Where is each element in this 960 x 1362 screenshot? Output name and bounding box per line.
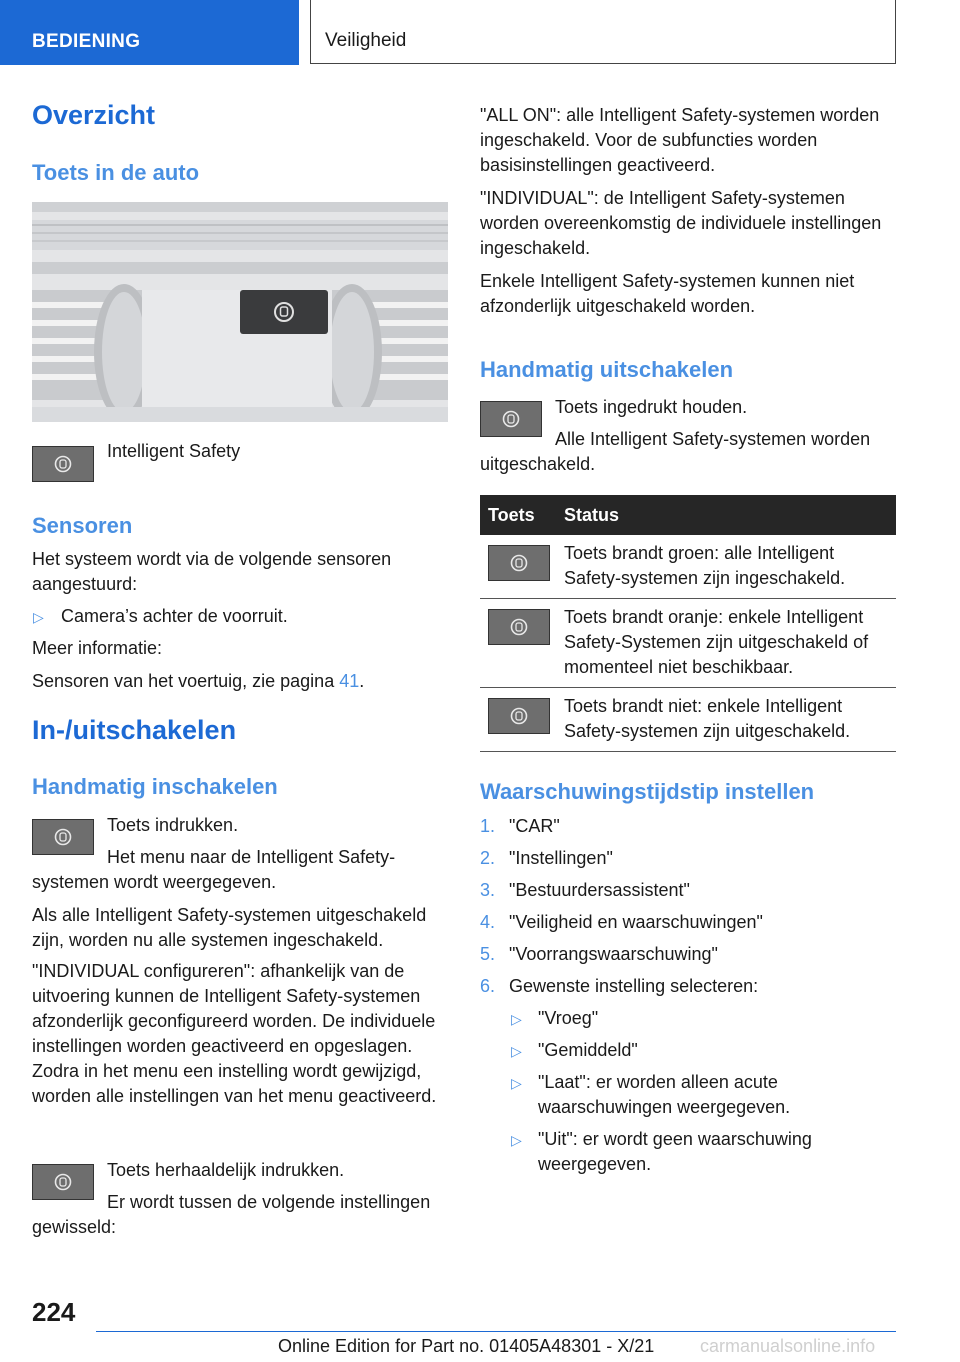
intelligent-safety-icon <box>510 707 528 725</box>
table-row <box>480 535 896 599</box>
in-para-2: "INDIVIDUAL configureren": afhankelijk van de uitvoering kunnen de Intelligent Safety-systemen afzonderlijk geconfigureerd worden. De individuele instellingen worden geactiveerd en opgeslagen. Zodra in het menu een instelling wordt gewijzigd, worden alle instellingen van het menu geactiveerd. <box>32 961 437 1106</box>
intelligent-safety-key <box>488 609 550 645</box>
in-step-2: Het menu naar de Intelligent Safety-systemen wordt weergegeven. <box>32 847 396 892</box>
table-row <box>480 688 896 752</box>
intelligent-safety-key <box>488 698 550 734</box>
step-voorrang: "Voorrangswaarschuwing" <box>509 944 718 964</box>
step-number: 4. <box>480 912 496 932</box>
col-status: Status <box>564 505 620 525</box>
chapter-label: Veiligheid <box>325 30 407 51</box>
page-number: 224 <box>32 1297 76 1327</box>
intelligent-safety-icon <box>502 410 520 428</box>
bullet-icon: ▷ <box>511 1043 522 1059</box>
step-number: 5. <box>480 944 496 964</box>
sensoren-bullet: Camera’s achter de voorruit. <box>61 606 288 626</box>
page-title: Overzicht <box>32 100 156 130</box>
intelligent-safety-icon <box>54 828 72 846</box>
option-uit: "Uit": er wordt geen waarschuwing weergegeven. <box>538 1129 812 1174</box>
meer-informatie: Meer informatie: <box>32 638 163 658</box>
reference-text: Sensoren van het voertuig, zie pagina <box>32 671 340 691</box>
status-table <box>480 495 896 752</box>
step-number: 6. <box>480 976 496 996</box>
status-green: Toets brandt groen: alle Intelligent Safety-systemen zijn ingeschakeld. <box>564 543 846 588</box>
reference-end: . <box>359 671 365 691</box>
step-car: "CAR" <box>509 816 560 836</box>
step-bestuurdersassistent: "Bestuurdersassistent" <box>509 880 690 900</box>
in-step-1: Toets indrukken. <box>107 815 239 835</box>
option-vroeg: "Vroeg" <box>538 1008 599 1028</box>
bullet-icon: ▷ <box>511 1011 522 1027</box>
dashboard-photo <box>32 202 448 422</box>
heading-toets-in-de-auto: Toets in de auto <box>32 160 200 185</box>
col-toets: Toets <box>488 505 535 525</box>
individual-text: "INDIVIDUAL": de Intelligent Safety-systemen worden overeenkomstig de individuele instellingen ingeschakeld. <box>480 188 882 258</box>
heading-handmatig-uitschakelen: Handmatig uitschakelen <box>480 357 734 382</box>
heading-waarschuwingstijdstip: Waarschuwingstijdstip instellen <box>480 779 815 804</box>
step-number: 3. <box>480 880 496 900</box>
status-orange: Toets brandt oranje: enkele Intelligent Safety-Systemen zijn uitgeschakeld of momenteel niet beschikbaar. <box>564 607 869 677</box>
option-gemiddeld: "Gemiddeld" <box>538 1040 638 1060</box>
bullet-icon: ▷ <box>33 609 44 625</box>
heading-handmatig-inschakelen: Handmatig inschakelen <box>32 774 278 799</box>
chapter-header <box>310 0 896 64</box>
all-on-text: "ALL ON": alle Intelligent Safety-systemen worden ingeschakeld. Voor de subfuncties worden basisinstellingen geactiveerd. <box>480 105 880 175</box>
uit-step-1: Toets ingedrukt houden. <box>555 397 748 417</box>
section-tab <box>0 0 299 65</box>
key-caption: Intelligent Safety <box>107 441 241 461</box>
bullet-icon: ▷ <box>511 1132 522 1148</box>
sensoren-reference <box>32 669 364 694</box>
uit-step-2: Alle Intelligent Safety-systemen worden uitgeschakeld. <box>480 429 871 474</box>
intelligent-safety-icon <box>510 554 528 572</box>
option-laat: "Laat": er worden alleen acute waarschuwingen weergegeven. <box>538 1072 791 1117</box>
status-off: Toets brandt niet: enkele Intelligent Safety-systemen zijn uitgeschakeld. <box>564 696 851 741</box>
heading-in-uitschakelen: In-/uitschakelen <box>32 715 237 745</box>
sensoren-text: Het systeem wordt via de volgende sensoren aangestuurd: <box>32 549 392 594</box>
repeat-step-2: Er wordt tussen de volgende instellingen gewisseld: <box>32 1192 431 1237</box>
page-link-41[interactable]: 41 <box>339 671 360 691</box>
in-para-1: Als alle Intelligent Safety-systemen uitgeschakeld zijn, worden nu alle systemen ingeschakeld. <box>32 905 427 950</box>
step-selecteren: Gewenste instelling selecteren: <box>509 976 759 996</box>
step-number: 2. <box>480 848 496 868</box>
bullet-icon: ▷ <box>511 1075 522 1091</box>
footer-divider <box>96 1331 896 1332</box>
repeat-step-1: Toets herhaaldelijk indrukken. <box>107 1160 345 1180</box>
section-label: BEDIENING <box>32 31 141 52</box>
table-row <box>480 599 896 688</box>
intelligent-safety-icon <box>54 1173 72 1191</box>
intelligent-safety-key <box>32 446 94 482</box>
step-veiligheid: "Veiligheid en waarschuwingen" <box>509 912 763 932</box>
table-header <box>480 495 896 535</box>
intelligent-safety-key <box>488 545 550 581</box>
intelligent-safety-icon <box>510 618 528 636</box>
intelligent-safety-icon <box>54 455 72 473</box>
enkele-text: Enkele Intelligent Safety-systemen kunnen niet afzonderlijk uitgeschakeld worden. <box>480 271 855 316</box>
watermark: carmanualsonline.info <box>700 1336 876 1356</box>
step-instellingen: "Instellingen" <box>509 848 613 868</box>
step-number: 1. <box>480 816 496 836</box>
edition-text: Online Edition for Part no. 01405A48301 - X/21 <box>278 1336 655 1356</box>
heading-sensoren: Sensoren <box>32 513 133 538</box>
